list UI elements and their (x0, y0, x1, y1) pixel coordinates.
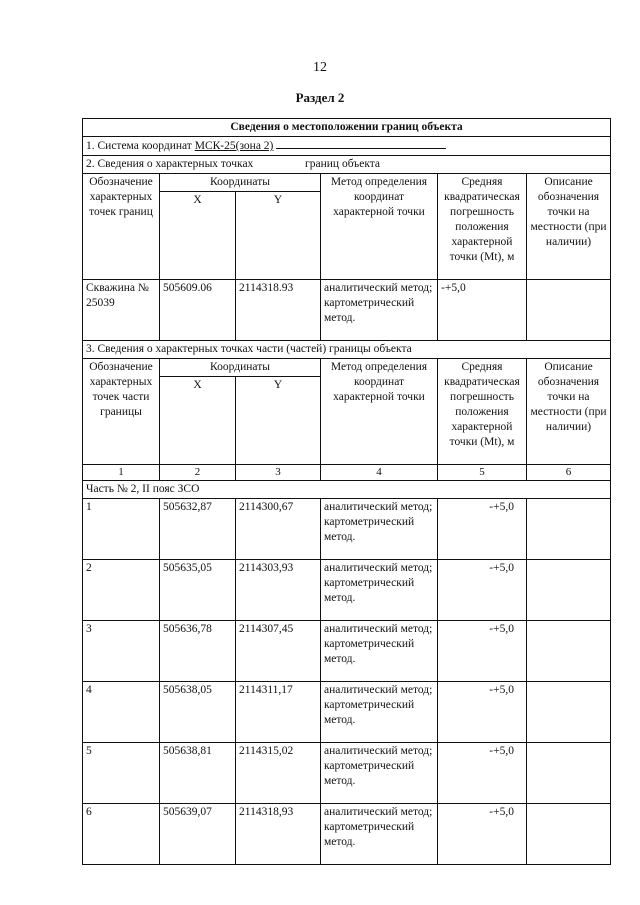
coord-system-value: МСК-25(зона 2) (194, 140, 274, 152)
table-row (83, 499, 611, 560)
column-number: 6 (527, 465, 611, 481)
point-x: 505638,05 (160, 682, 236, 743)
point-x: 505632,87 (160, 499, 236, 560)
section1-data-row (83, 280, 611, 341)
table-row (83, 804, 611, 865)
well-x: 505609.06 (160, 280, 236, 341)
well-designation: Скважина № 25039 (83, 280, 160, 341)
section2-title-row (83, 341, 611, 359)
well-accuracy: -+5,0 (438, 280, 527, 341)
s2-header-method: Метод определения координат характерной точки (321, 359, 438, 465)
well-y: 2114318.93 (236, 280, 321, 341)
point-number: 5 (83, 743, 160, 804)
header-description: Описание обозначения точки на местности (при наличии) (527, 174, 611, 280)
table-row (83, 743, 611, 804)
column-number: 3 (236, 465, 321, 481)
part-label-row (83, 481, 611, 499)
header-y: Y (236, 192, 321, 280)
point-number: 2 (83, 560, 160, 621)
table-row (83, 621, 611, 682)
table-row (83, 682, 611, 743)
section2-title: 3. Сведения о характерных точках части (частей) границы объекта (83, 341, 611, 359)
table-body (83, 119, 611, 865)
point-y: 2114318,93 (236, 804, 321, 865)
point-description (527, 621, 611, 682)
section-title: Раздел 2 (295, 90, 345, 105)
point-x: 505638,81 (160, 743, 236, 804)
point-y: 2114307,45 (236, 621, 321, 682)
section1-title-a: 2. Сведения о характерных точках (86, 158, 254, 170)
s2-header-designation: Обозначение характерных точек части границы (83, 359, 160, 465)
point-x: 505636,78 (160, 621, 236, 682)
header-method: Метод определения координат характерной точки (321, 174, 438, 280)
header-coords: Координаты (160, 174, 321, 192)
column-number: 4 (321, 465, 438, 481)
coord-system-underline (276, 138, 446, 149)
point-y: 2114300,67 (236, 499, 321, 560)
boundary-table-container (82, 118, 610, 865)
section1-title-cell (83, 156, 611, 174)
point-x: 505639,07 (160, 804, 236, 865)
point-description (527, 743, 611, 804)
point-method: аналитический метод; картометрический метод. (321, 682, 438, 743)
s2-header-coords: Координаты (160, 359, 321, 377)
point-accuracy: -+5,0 (438, 621, 527, 682)
header-accuracy: Средняя квадратическая погрешность положения характерной точки (Mt), м (438, 174, 527, 280)
coord-system-row (83, 137, 611, 156)
point-accuracy: -+5,0 (438, 743, 527, 804)
s2-header-accuracy: Средняя квадратическая погрешность положения характерной точки (Mt), м (438, 359, 527, 465)
section1-title-row (83, 156, 611, 174)
point-number: 4 (83, 682, 160, 743)
point-description (527, 499, 611, 560)
table-title-row (83, 119, 611, 137)
coord-system-cell (83, 137, 611, 156)
point-method: аналитический метод; картометрический метод. (321, 621, 438, 682)
point-accuracy: -+5,0 (438, 499, 527, 560)
column-number: 2 (160, 465, 236, 481)
point-number: 3 (83, 621, 160, 682)
point-method: аналитический метод; картометрический метод. (321, 499, 438, 560)
point-method: аналитический метод; картометрический метод. (321, 804, 438, 865)
table-row (83, 560, 611, 621)
point-description (527, 682, 611, 743)
coord-system-label: 1. Система координат (86, 140, 192, 152)
section2-header-row (83, 359, 611, 377)
point-x: 505635,05 (160, 560, 236, 621)
point-accuracy: -+5,0 (438, 560, 527, 621)
well-method: аналитический метод; картометрический метод. (321, 280, 438, 341)
point-number: 1 (83, 499, 160, 560)
section1-header-row (83, 174, 611, 192)
section1-title-b: границ объекта (305, 158, 381, 170)
boundary-table (82, 118, 611, 865)
s2-header-x: X (160, 377, 236, 465)
point-y: 2114311,17 (236, 682, 321, 743)
point-description (527, 560, 611, 621)
point-method: аналитический метод; картометрический метод. (321, 560, 438, 621)
table-title: Сведения о местоположении границ объекта (83, 119, 611, 137)
s2-header-y: Y (236, 377, 321, 465)
point-y: 2114303,93 (236, 560, 321, 621)
point-accuracy: -+5,0 (438, 804, 527, 865)
column-number: 5 (438, 465, 527, 481)
point-y: 2114315,02 (236, 743, 321, 804)
point-number: 6 (83, 804, 160, 865)
point-accuracy: -+5,0 (438, 682, 527, 743)
header-x: X (160, 192, 236, 280)
s2-header-description: Описание обозначения точки на местности (при наличии) (527, 359, 611, 465)
column-number: 1 (83, 465, 160, 481)
column-numbers-row (83, 465, 611, 481)
well-description (527, 280, 611, 341)
point-description (527, 804, 611, 865)
header-designation: Обозначение характерных точек границ (83, 174, 160, 280)
page-number: 12 (313, 60, 327, 75)
point-method: аналитический метод; картометрический метод. (321, 743, 438, 804)
part-label: Часть № 2, II пояс ЗСО (83, 481, 611, 499)
